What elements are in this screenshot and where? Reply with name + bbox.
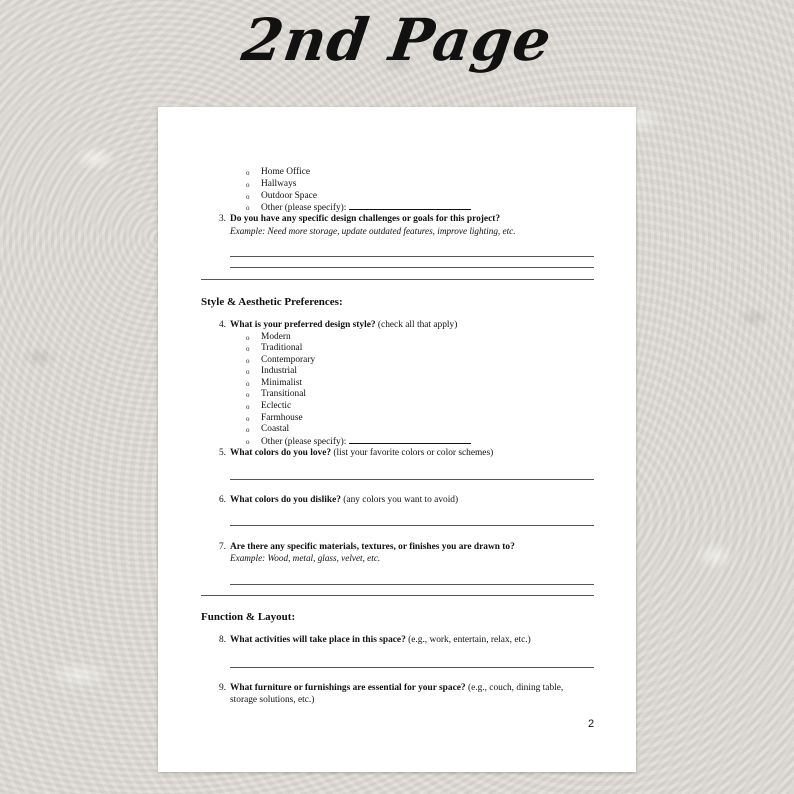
section-divider	[201, 595, 594, 596]
question-5-text: What colors do you love?	[230, 448, 332, 458]
question-number: 6.	[218, 495, 226, 505]
question-4	[230, 320, 457, 332]
answer-line[interactable]	[230, 256, 594, 257]
style-option-minimalist[interactable]: Minimalist	[261, 378, 303, 388]
question-number: 5.	[218, 448, 226, 458]
list-bullet: o	[246, 391, 250, 399]
style-other-blank[interactable]	[349, 436, 471, 444]
list-bullet: o	[246, 403, 250, 411]
list-bullet: o	[246, 193, 250, 201]
list-bullet: o	[246, 368, 250, 376]
question-9	[230, 683, 563, 695]
list-bullet: o	[246, 380, 250, 388]
style-option-transitional[interactable]: Transitional	[261, 389, 306, 399]
question-3-text: Do you have any specific design challenges or goals for this project?	[230, 214, 501, 224]
list-bullet: o	[246, 181, 250, 189]
question-9-note-continued: storage solutions, etc.)	[230, 695, 315, 705]
page-number: 2	[588, 718, 595, 730]
list-bullet: o	[246, 426, 250, 434]
room-option-hallways: Hallways	[261, 179, 297, 189]
page-banner-title: 2nd Page	[238, 6, 556, 74]
question-6	[230, 495, 458, 507]
answer-line[interactable]	[230, 525, 594, 526]
question-9-text: What furniture or furnishings are essential for your space?	[230, 683, 466, 693]
question-number: 7.	[218, 542, 226, 552]
list-bullet: o	[246, 334, 250, 342]
answer-line[interactable]	[230, 667, 594, 668]
question-7-example: Example: Wood, metal, glass, velvet, etc.	[230, 553, 381, 563]
question-7-text: Are there any specific materials, textures, or finishes you are drawn to?	[230, 542, 515, 552]
style-option-traditional[interactable]: Traditional	[261, 343, 303, 353]
style-option-coastal[interactable]: Coastal	[261, 424, 290, 434]
section-heading-function: Function & Layout:	[201, 611, 296, 623]
list-bullet: o	[246, 357, 250, 365]
list-bullet: o	[246, 345, 250, 353]
question-5	[230, 448, 493, 460]
answer-line[interactable]	[230, 267, 594, 268]
answer-line[interactable]	[230, 479, 594, 480]
question-3-example: Example: Need more storage, update outdated features, improve lighting, etc.	[230, 226, 516, 236]
style-option-other-label: Other (please specify):	[261, 437, 349, 447]
question-number: 9.	[218, 683, 226, 693]
style-option-industrial[interactable]: Industrial	[261, 366, 297, 376]
form-page	[158, 107, 636, 772]
question-3	[230, 214, 500, 226]
question-number: 8.	[218, 635, 226, 645]
question-4-text: What is your preferred design style?	[230, 320, 376, 330]
question-8	[230, 635, 531, 647]
style-option-farmhouse[interactable]: Farmhouse	[261, 413, 303, 423]
question-6-note: (any colors you want to avoid)	[340, 495, 459, 505]
question-6-text: What colors do you dislike?	[230, 495, 341, 505]
room-other-blank[interactable]	[349, 202, 471, 210]
question-4-note: (check all that apply)	[375, 320, 458, 330]
question-5-note: (list your favorite colors or color schemes)	[331, 448, 494, 458]
section-divider	[201, 279, 594, 280]
list-bullet: o	[246, 438, 250, 446]
room-option-other-label: Other (please specify):	[261, 203, 349, 213]
question-number: 4.	[218, 320, 226, 330]
room-option-other	[261, 202, 471, 214]
question-9-note: (e.g., couch, dining table,	[465, 683, 564, 693]
section-heading-style: Style & Aesthetic Preferences:	[201, 296, 343, 308]
style-option-eclectic[interactable]: Eclectic	[261, 401, 292, 411]
question-number: 3.	[218, 214, 226, 224]
style-option-other	[261, 436, 471, 448]
room-option-outdoor-space: Outdoor Space	[261, 191, 317, 201]
list-bullet: o	[246, 204, 250, 212]
list-bullet: o	[246, 415, 250, 423]
question-7	[230, 542, 515, 554]
style-option-modern[interactable]: Modern	[261, 332, 291, 342]
question-8-text: What activities will take place in this space?	[230, 635, 406, 645]
list-bullet: o	[246, 169, 250, 177]
room-option-home-office: Home Office	[261, 167, 311, 177]
answer-line[interactable]	[230, 584, 594, 585]
style-option-contemporary[interactable]: Contemporary	[261, 355, 316, 365]
question-8-note: (e.g., work, entertain, relax, etc.)	[405, 635, 531, 645]
